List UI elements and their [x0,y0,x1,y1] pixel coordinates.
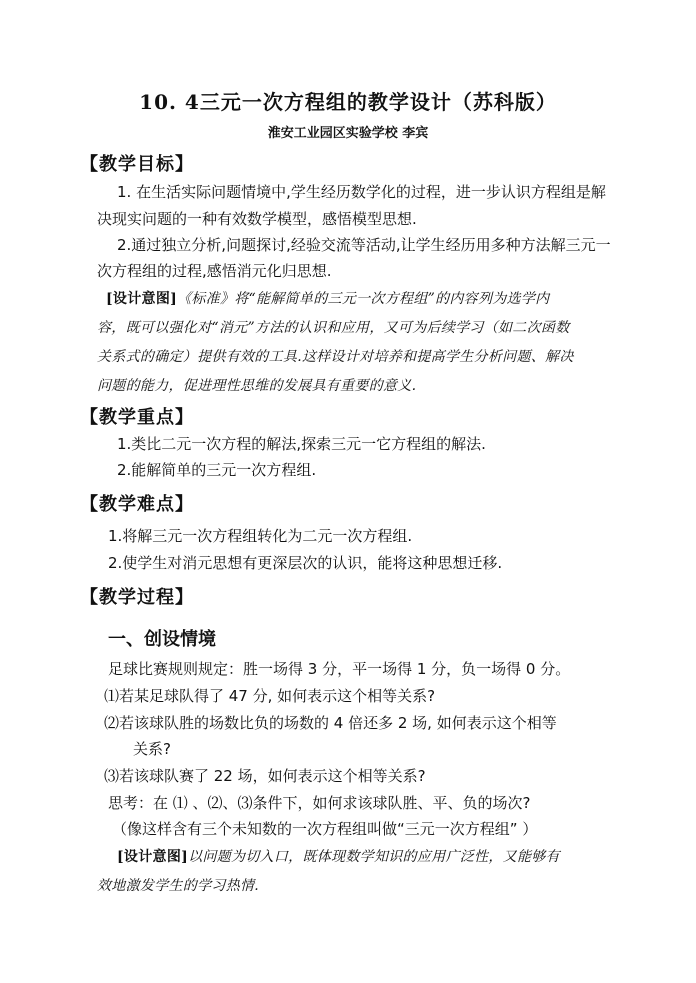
section-heading-goals: 【教学目标】 [80,154,194,175]
design-note-goals-line-1: [设计意图]《标准》将“能解简单的三元一次方程组”的内容列为选学内 [106,291,550,307]
question-1: ⑴若某足球队得了 47 分, 如何表示这个相等关系? [104,687,436,705]
section-heading-process: 【教学过程】 [80,587,194,608]
goal-1-line-1: 1. 在生活实际问题情境中,学生经历数学化的过程，进一步认识方程组是解 [117,183,606,201]
goal-2-line-1: 2.通过独立分析,问题探讨,经验交流等活动,让学生经历用多种方法解三元一 [117,236,611,254]
definition-note: （像这样含有三个未知数的一次方程组叫做“三元一次方程组” ） [112,820,538,838]
design-note-tag: [设计意图] [106,291,178,307]
design-note-goals-line-4: 问题的能力，促进理性思维的发展具有重要的意义. [97,378,417,394]
design-note-process-line-1: [设计意图]以问题为切入口，既体现数学知识的应用广泛性，又能够有 [117,849,560,865]
section-heading-key-points: 【教学重点】 [80,407,194,428]
section-heading-difficulties: 【教学难点】 [80,494,194,515]
scenario-rules: 足球比赛规则规定：胜一场得 3 分，平一场得 1 分，负一场得 0 分。 [108,660,571,678]
document-title: 10. 4三元一次方程组的教学设计（苏科版） [139,90,557,114]
design-note-process-line-2: 效地激发学生的学习热情. [97,878,260,894]
question-2-line-2: 关系? [133,740,171,758]
goal-1-line-2: 决现实问题的一种有效数学模型，感悟模型思想. [97,210,417,228]
subheading-scenario: 一、创设情境 [108,629,216,650]
design-note-goals-line-2: 容，既可以强化对“消元”方法的认识和应用，又可为后续学习（如二次函数 [97,320,570,336]
author-line: 淮安工业园区实验学校 李宾 [267,126,429,141]
design-note-goals-line-3: 关系式的确定）提供有效的工具.这样设计对培养和提高学生分析问题、解决 [97,349,574,365]
difficulty-1: 1.将解三元一次方程组转化为二元一次方程组. [108,527,413,545]
design-note-tag: [设计意图] [117,849,189,865]
key-point-2: 2.能解简单的三元一次方程组. [117,461,317,479]
question-2-line-1: ⑵若该球队胜的场数比负的场数的 4 倍还多 2 场, 如何表示这个相等 [104,714,557,732]
difficulty-2: 2.使学生对消元思想有更深层次的认识，能将这种思想迁移. [108,554,503,572]
thinking-prompt: 思考：在 ⑴ 、⑵、⑶条件下，如何求该球队胜、平、负的场次? [108,794,531,812]
key-point-1: 1.类比二元一次方程的解法,探索三元一它方程组的解法. [117,435,486,453]
question-3: ⑶若该球队赛了 22 场，如何表示这个相等关系? [104,767,426,785]
goal-2-line-2: 次方程组的过程,感悟消元化归思想. [97,262,332,280]
